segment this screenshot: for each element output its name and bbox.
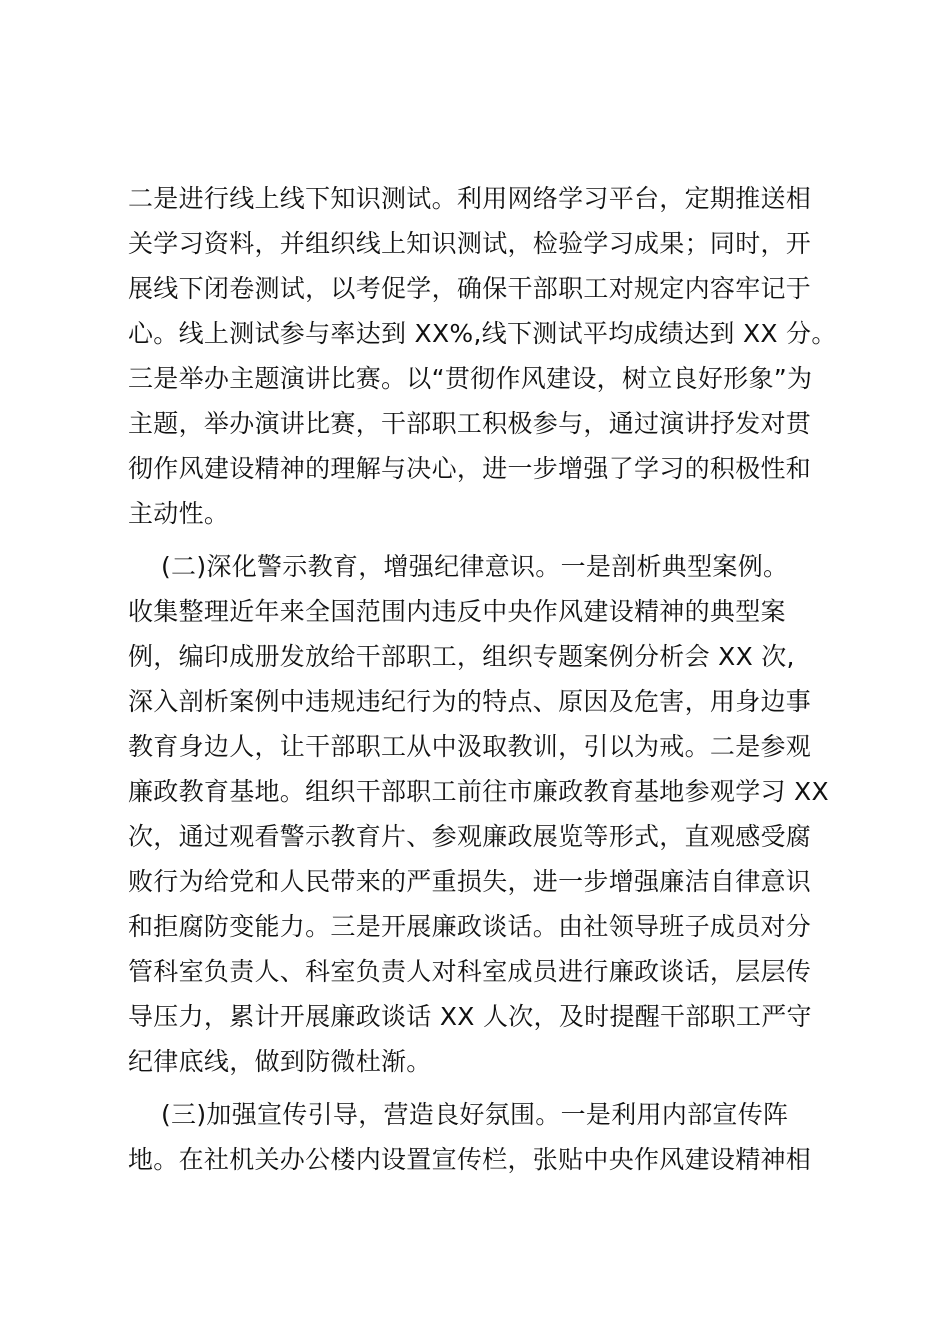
text-line: 教育身边人，让干部职工从中汲取教训，引以为戒。二是参观: [128, 732, 812, 761]
text-line: 败行为给党和人民带来的严重损失，进一步增强廉洁自律意识: [128, 867, 812, 896]
text-line: 例，编印成册发放给干部职工，组织专题案例分析会 XX 次,: [128, 642, 795, 671]
text-line: 地。在社机关办公楼内设置宣传栏，张贴中央作风建设精神相: [128, 1145, 812, 1174]
text-line: 廉政教育基地。组织干部职工前往市廉政教育基地参观学习 XX: [128, 777, 829, 806]
text-line: (三)加强宣传引导，营造良好氛围。一是利用内部宣传阵: [128, 1100, 789, 1129]
text-line: 次，通过观看警示教育片、参观廉政展览等形式，直观感受腐: [128, 822, 812, 851]
text-line: 管科室负责人、科室负责人对科室成员进行廉政谈话，层层传: [128, 957, 812, 986]
paragraph-gap: [128, 1084, 828, 1092]
text-line: 三是举办主题演讲比赛。以“贯彻作风建设，树立良好形象”为: [128, 364, 813, 393]
text-line: 彻作风建设精神的理解与决心，进一步增强了学习的积极性和: [128, 454, 812, 483]
body-text: [128, 176, 837, 1182]
text-line: (二)深化警示教育，增强纪律意识。一是剖析典型案例。: [128, 552, 789, 581]
text-line: 主动性。: [128, 499, 230, 528]
text-line: 心。线上测试参与率达到 XX%,线下测试平均成绩达到 XX 分。: [128, 319, 837, 348]
text-line: 纪律底线，做到防微杜渐。: [128, 1047, 432, 1076]
text-line: 收集整理近年来全国范围内违反中央作风建设精神的典型案: [128, 597, 786, 626]
text-line: 导压力，累计开展廉政谈话 XX 人次，及时提醒干部职工严守: [128, 1002, 812, 1031]
paragraph-gap: [128, 536, 828, 544]
text-line: 关学习资料，并组织线上知识测试，检验学习成果；同时，开: [128, 229, 812, 258]
text-line: 展线下闭卷测试，以考促学，确保干部职工对规定内容牢记于: [128, 274, 812, 303]
text-line: 深入剖析案例中违规违纪行为的特点、原因及危害，用身边事: [128, 687, 812, 716]
text-line: 和拒腐防变能力。三是开展廉政谈话。由社领导班子成员对分: [128, 912, 812, 941]
text-line: 二是进行线上线下知识测试。利用网络学习平台，定期推送相: [128, 184, 812, 213]
text-line: 主题，举办演讲比赛，干部职工积极参与，通过演讲抒发对贯: [128, 409, 812, 438]
